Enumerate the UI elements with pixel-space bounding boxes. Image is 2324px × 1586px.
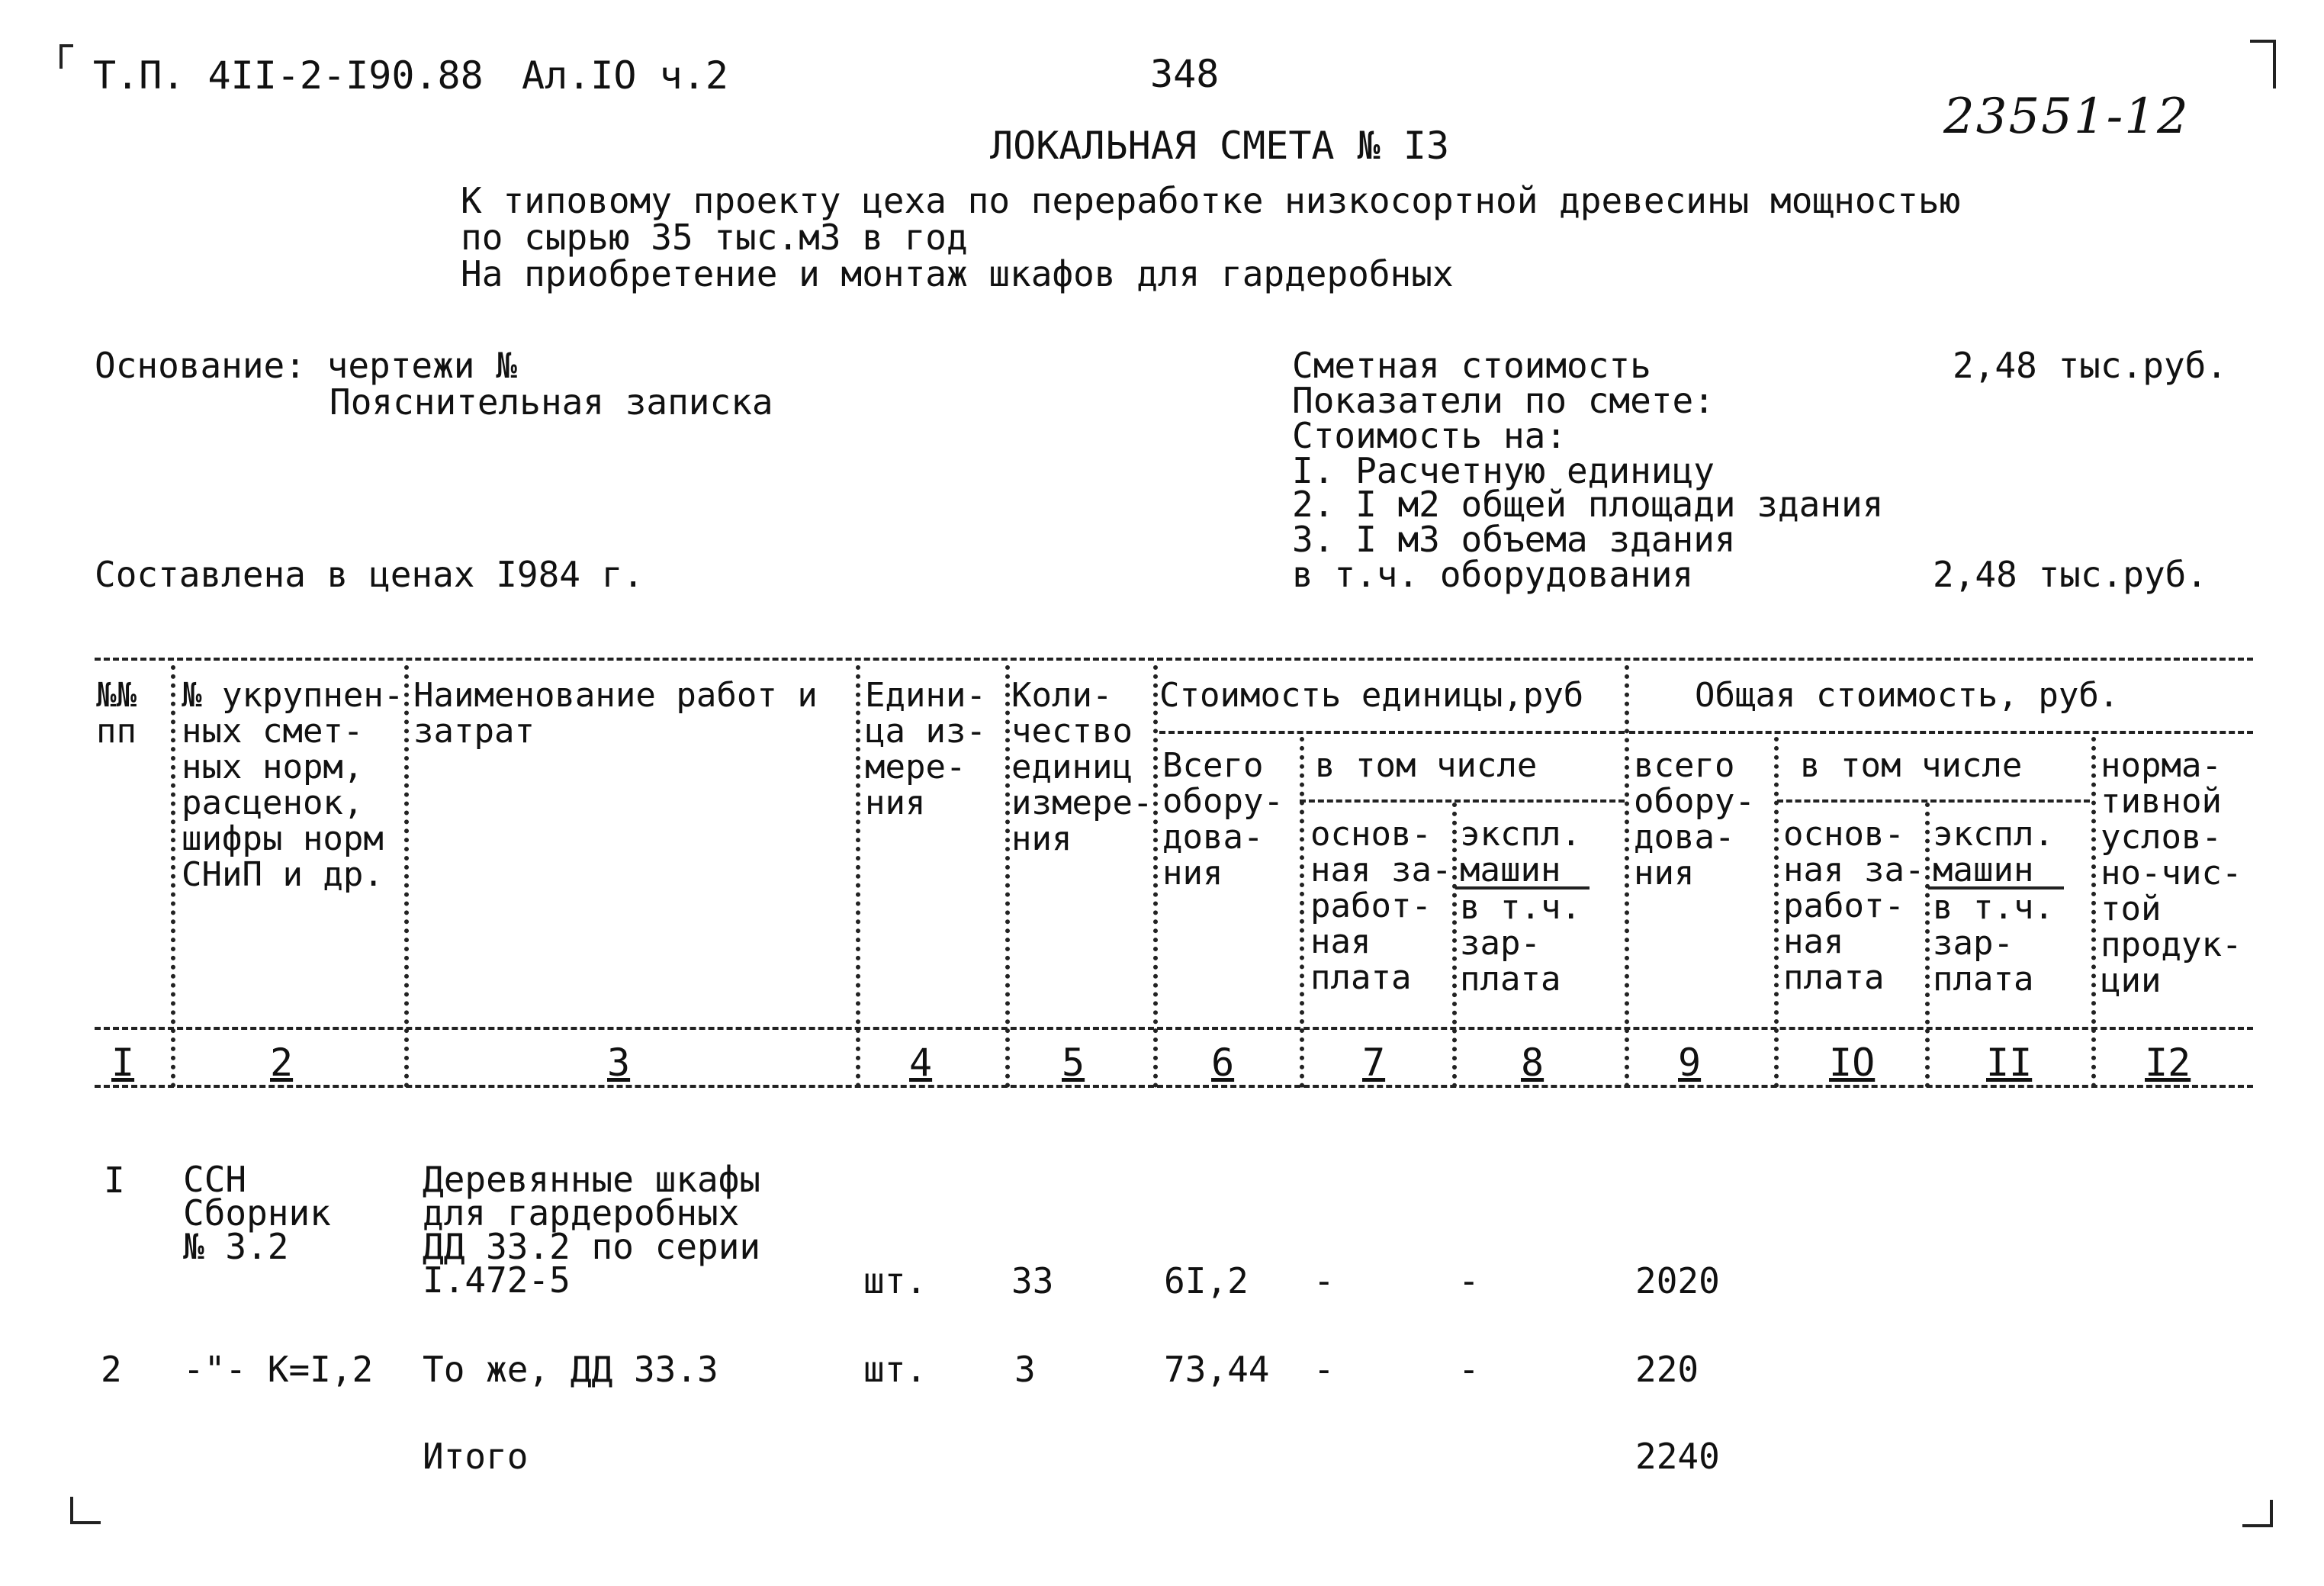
- estimate-cost-value: 2,48 тыс.руб.: [1953, 345, 2228, 386]
- album-part: Ал.IO ч.2: [522, 53, 728, 98]
- col-sep-2: [404, 665, 409, 1088]
- subtitle-line-2: по сырью 35 тыс.м3 в год: [461, 217, 968, 258]
- indicators-label: Показатели по смете:: [1292, 380, 1715, 421]
- doc-code: Т.П. 4II-2-I90.88: [93, 53, 484, 98]
- row-2-machine: -: [1458, 1349, 1480, 1390]
- header-col-10: основ- ная за- работ- ная плата: [1783, 815, 1925, 997]
- corner-mark-top-right: [2250, 40, 2276, 88]
- cost-on-label: Стоимость на:: [1292, 415, 1567, 456]
- indicator-1: I. Расчетную единицу: [1292, 450, 1715, 491]
- stamp-number: 23551-12: [1943, 88, 2190, 145]
- colnum-1: I: [111, 1041, 135, 1085]
- table-top-rule: [95, 658, 2253, 661]
- basis-note: Пояснительная записка: [329, 381, 773, 423]
- col-sep-5: [1153, 665, 1158, 1088]
- colnum-9: 9: [1678, 1041, 1702, 1085]
- subgroup-rule-unit: [1300, 799, 1625, 803]
- row-2-num: 2: [101, 1349, 122, 1390]
- header-col-8-machine: экспл. машин: [1460, 815, 1581, 890]
- indicator-2: 2. I м2 общей площади здания: [1292, 484, 1884, 525]
- row-2-name: То же, ДД 33.3: [423, 1349, 718, 1390]
- col-sep-1: [171, 665, 175, 1088]
- row-2-qty: 3: [1014, 1349, 1036, 1390]
- colnum-10: IO: [1829, 1041, 1876, 1085]
- row-1-qty: 33: [1011, 1260, 1054, 1301]
- row-1-unit-cost: 6I,2: [1164, 1260, 1249, 1301]
- col-sep-4: [1005, 665, 1010, 1088]
- col-sep-11: [2091, 737, 2096, 1088]
- header-col-1: №№ пп: [96, 676, 137, 751]
- corner-mark-bottom-left: [70, 1497, 101, 1524]
- row-1-total: 2020: [1635, 1260, 1720, 1301]
- corner-mark-top-left: [59, 44, 73, 69]
- group-rule-unit: [1159, 731, 1625, 734]
- corner-mark-bottom-right: [2242, 1500, 2273, 1527]
- equipment-label: в т.ч. оборудования: [1292, 554, 1694, 595]
- indicator-3: 3. I м3 объема здания: [1292, 519, 1736, 560]
- colnum-5: 5: [1062, 1041, 1085, 1085]
- subtitle-line-1: К типовому проекту цеха по переработке низкосортной древесины мощностью: [461, 180, 1961, 221]
- basis-label: Основание: чертежи №: [95, 345, 517, 386]
- row-2-unit: шт.: [863, 1349, 927, 1390]
- header-col-12: норма- тивной услов- но-чис- той продук- ции: [2101, 746, 2242, 1000]
- colnum-2: 2: [270, 1041, 294, 1085]
- col-sep-6: [1300, 737, 1304, 1088]
- equipment-value: 2,48 тыс.руб.: [1933, 554, 2208, 595]
- colnum-6: 6: [1211, 1041, 1235, 1085]
- header-total-incl: в том числе: [1800, 746, 2023, 785]
- row-1-norm: ССН Сборник № 3.2: [183, 1159, 331, 1267]
- group-rule-total: [1629, 731, 2253, 734]
- row-1-unit: шт.: [863, 1260, 927, 1301]
- header-col-2: № укрупнен- ных смет- ных норм, расценок, шифры норм СНиП и др.: [182, 676, 404, 894]
- header-col-7: основ- ная за- работ- ная плата: [1310, 815, 1452, 997]
- colnum-3: 3: [607, 1041, 631, 1085]
- row-1-name: Деревянные шкафы для гардеробных ДД 33.2 по серии I.472-5: [423, 1159, 761, 1301]
- row-2-unit-cost: 73,44: [1164, 1349, 1270, 1390]
- row-2-wage: -: [1313, 1349, 1335, 1390]
- header-col-6: Всего обору- дова- ния: [1162, 746, 1284, 893]
- subgroup-rule-total: [1777, 799, 2090, 803]
- header-col-3: Наименование работ и затрат: [413, 676, 818, 751]
- header-col-11-wage: в т.ч. зар- плата: [1933, 888, 2054, 999]
- row-1-wage: -: [1313, 1260, 1335, 1301]
- colnum-4: 4: [909, 1041, 933, 1085]
- page-title: ЛОКАЛЬНАЯ СМЕТА № I3: [990, 124, 1450, 168]
- row-1-num: I: [104, 1160, 125, 1201]
- header-col-8-wage: в т.ч. зар- плата: [1460, 888, 1581, 999]
- header-col-5: Коли- чество единиц измере- ния: [1011, 676, 1153, 858]
- prices-note: Составлена в ценах I984 г.: [95, 554, 644, 595]
- row-1-machine: -: [1458, 1260, 1480, 1301]
- header-total-cost-group: Общая стоимость, руб.: [1695, 676, 2120, 715]
- estimate-cost-label: Сметная стоимость: [1292, 345, 1651, 386]
- header-col-11-machine: экспл. машин: [1933, 815, 2054, 890]
- col-sep-3: [856, 665, 860, 1088]
- row-2-norm: -"- К=I,2: [183, 1349, 374, 1390]
- colnum-8: 8: [1521, 1041, 1545, 1085]
- col-sep-10: [1925, 803, 1930, 1088]
- col-sep-8: [1625, 665, 1629, 1088]
- colnum-11: II: [1986, 1041, 2033, 1085]
- subtitle-line-3: На приобретение и монтаж шкафов для гардеробных: [461, 253, 1454, 294]
- header-unit-incl: в том числе: [1315, 746, 1538, 785]
- col-sep-9: [1774, 737, 1779, 1088]
- header-col-4: Едини- ца из- мере- ния: [865, 676, 986, 822]
- colnum-7: 7: [1362, 1041, 1386, 1085]
- row-2-total: 220: [1635, 1349, 1699, 1390]
- total-value: 2240: [1635, 1436, 1720, 1477]
- header-unit-cost-group: Стоимость единицы,руб: [1159, 676, 1584, 715]
- col-sep-7: [1452, 803, 1457, 1088]
- colnum-12: I2: [2145, 1041, 2191, 1085]
- page-number: 348: [1150, 52, 1220, 96]
- total-label: Итого: [423, 1436, 529, 1477]
- header-col-9: всего обору- дова- ния: [1634, 746, 1755, 893]
